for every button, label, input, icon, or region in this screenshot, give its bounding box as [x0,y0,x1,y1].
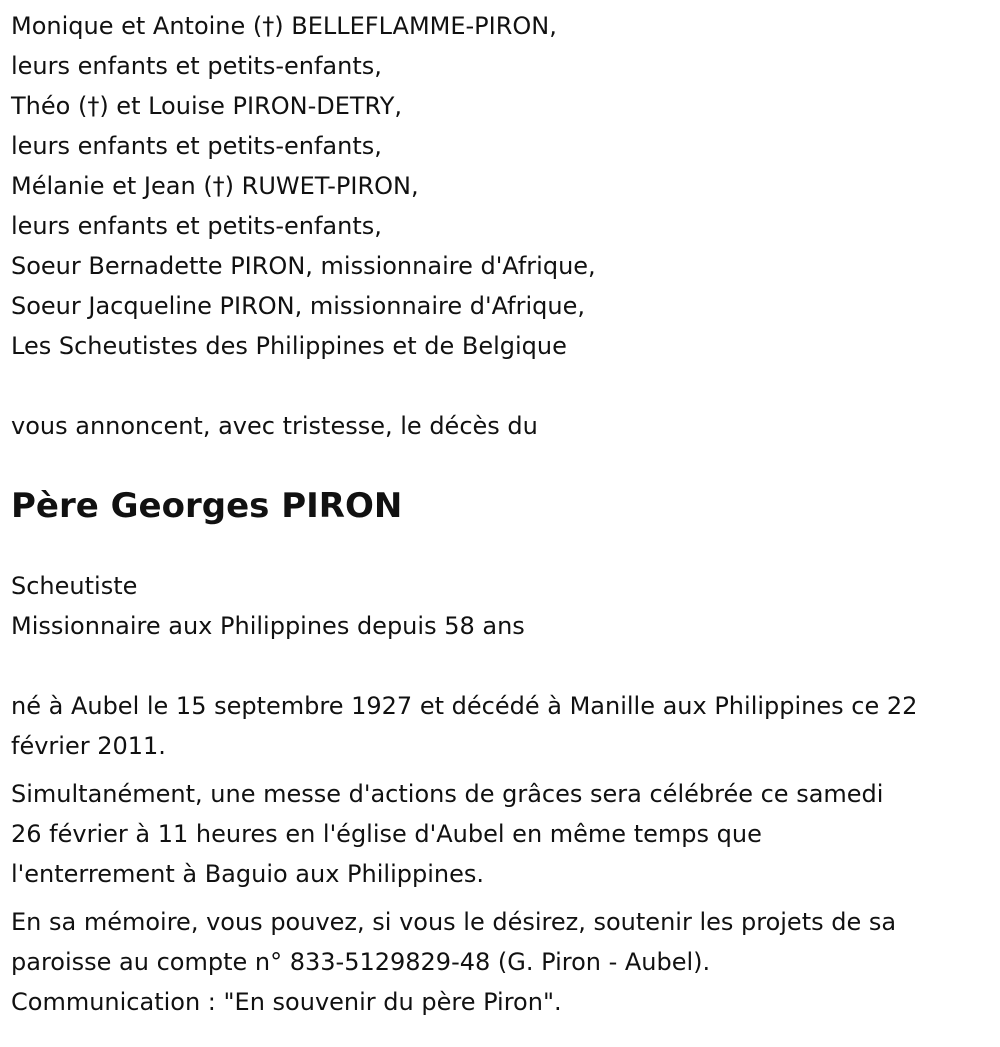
paragraph-line: Simultanément, une messe d'actions de grâces sera célébrée ce samedi [11,780,884,808]
family-line: Monique et Antoine (†) BELLEFLAMME-PIRON, [11,12,557,40]
paragraph-line: Communication : "En souvenir du père Piron". [11,988,562,1016]
paragraph-line: 26 février à 11 heures en l'église d'Aubel en même temps que [11,820,762,848]
role-line: Missionnaire aux Philippines depuis 58 ans [11,612,525,640]
paragraph-line: En sa mémoire, vous pouvez, si vous le désirez, soutenir les projets de sa [11,908,897,936]
family-line: Les Scheutistes des Philippines et de Belgique [11,332,567,360]
family-line: leurs enfants et petits-enfants, [11,52,382,80]
family-line: leurs enfants et petits-enfants, [11,132,382,160]
paragraph-line: paroisse au compte n° 833-5129829-48 (G. Piron - Aubel). [11,948,711,976]
family-line: leurs enfants et petits-enfants, [11,212,382,240]
family-line: Théo (†) et Louise PIRON-DETRY, [11,92,402,120]
obituary-notice [11,6,996,1022]
mass-paragraph [11,774,996,894]
paragraph-line: l'enterrement à Baguio aux Philippines. [11,860,484,888]
role-line: Scheutiste [11,572,138,600]
paragraph-line: né à Aubel le 15 septembre 1927 et décédé à Manille aux Philippines ce 22 [11,692,918,720]
family-line: Mélanie et Jean (†) RUWET-PIRON, [11,172,419,200]
family-line: Soeur Jacqueline PIRON, missionnaire d'Afrique, [11,292,586,320]
deceased-name: Père Georges PIRON [11,486,403,526]
family-list [11,6,996,366]
announcement-text: vous annoncent, avec tristesse, le décès du [11,412,538,440]
family-line: Soeur Bernadette PIRON, missionnaire d'Afrique, [11,252,596,280]
birth-death-paragraph [11,686,996,766]
memory-paragraph [11,902,996,1022]
roles-block [11,566,996,646]
paragraph-line: février 2011. [11,732,166,760]
